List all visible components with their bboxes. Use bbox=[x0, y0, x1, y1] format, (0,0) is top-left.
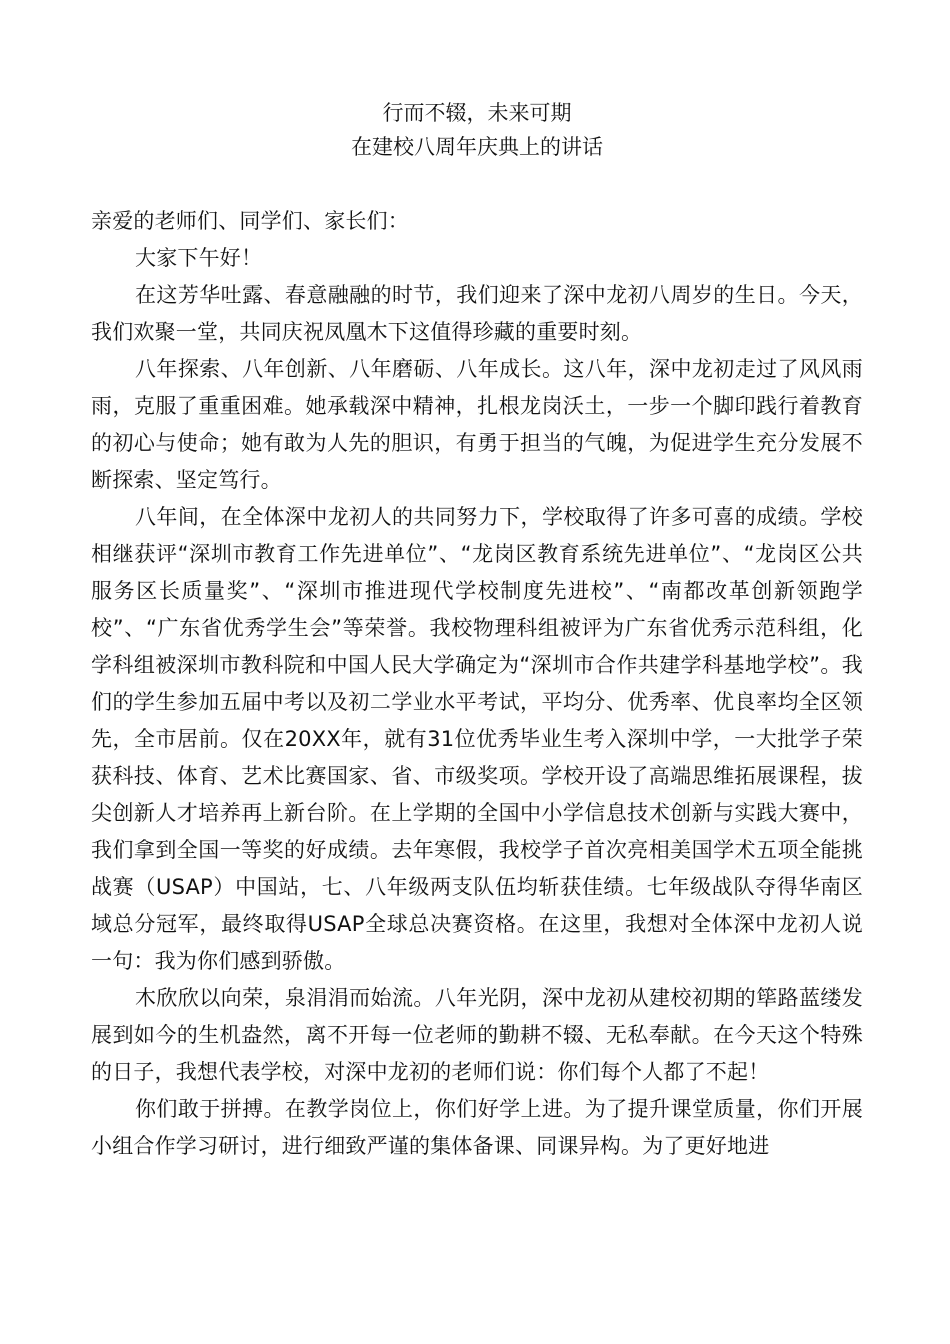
paragraph-birthday: 在这芳华吐露、春意融融的时节，我们迎来了深中龙初八周岁的生日。今天，我们欢聚一堂，共同庆祝凤凰木下这值得珍藏的重要时刻。 bbox=[91, 283, 863, 344]
paragraph-teachers: 木欣欣以向荣，泉涓涓而始流。八年光阴，深中龙初从建校初期的筚路蓝缕发展到如今的生机盎然，离不开每一位老师的勤耕不辍、无私奉献。在今天这个特殊的日子，我想代表学校，对深中龙初的老师们说：你们每个人都了不起！ bbox=[91, 986, 863, 1084]
paragraph-eight-years: 八年探索、八年创新、八年磨砺、八年成长。这八年，深中龙初走过了风风雨雨，克服了重重困难。她承载深中精神，扎根龙岗沃土，一步一个脚印践行着教育的初心与使命；她有敢为人先的胆识，有勇于担当的气魄，为促进学生充分发展不断探索、坚定笃行。 bbox=[91, 357, 863, 492]
paragraph-greeting: 大家下午好！ bbox=[135, 246, 263, 270]
title-block bbox=[91, 96, 863, 164]
paragraph-achievements: 八年间，在全体深中龙初人的共同努力下，学校取得了许多可喜的成绩。学校相继获评“深圳市教育工作先进单位”、“龙岗区教育系统先进单位”、“龙岗区公共服务区长质量奖”、“深圳市推进现代学校制度先进校”、“南都改革创新领跑学校”、“广东省优秀学生会”等荣誉。我校物理科组被评为广东省优秀示范科组，化学科组被深圳市教科院和中国人民大学确定为“深圳市合作共建学科基地学校”。我们的学生参加五届中考以及初二学业水平考试，平均分、优秀率、优良率均全区领先，全市居前。仅在20XX年，就有31位优秀毕业生考入深圳中学，一大批学子荣获科技、体育、艺术比赛国家、省、市级奖项。学校开设了高端思维拓展课程，拔尖创新人才培养再上新台阶。在上学期的全国中小学信息技术创新与实践大赛中，我们拿到全国一等奖的好成绩。去年寒假，我校学子首次亮相美国学术五项全能挑战赛（USAP）中国站，七、八年级两支队伍均斩获佳绩。七年级战队夺得华南区域总分冠军，最终取得USAP全球总决赛资格。在这里，我想对全体深中龙初人说一句：我为你们感到骄傲。 bbox=[91, 505, 863, 973]
salutation: 亲爱的老师们、同学们、家长们： bbox=[91, 209, 409, 233]
speech-body bbox=[91, 203, 863, 1165]
document-subtitle: 在建校八周年庆典上的讲话 bbox=[351, 135, 603, 159]
document-title: 行而不辍，未来可期 bbox=[382, 101, 572, 125]
paragraph-dare-to-strive: 你们敢于拼搏。在教学岗位上，你们好学上进。为了提升课堂质量，你们开展小组合作学习研讨，进行细致严谨的集体备课、同课异构。为了更好地进 bbox=[91, 1097, 863, 1158]
